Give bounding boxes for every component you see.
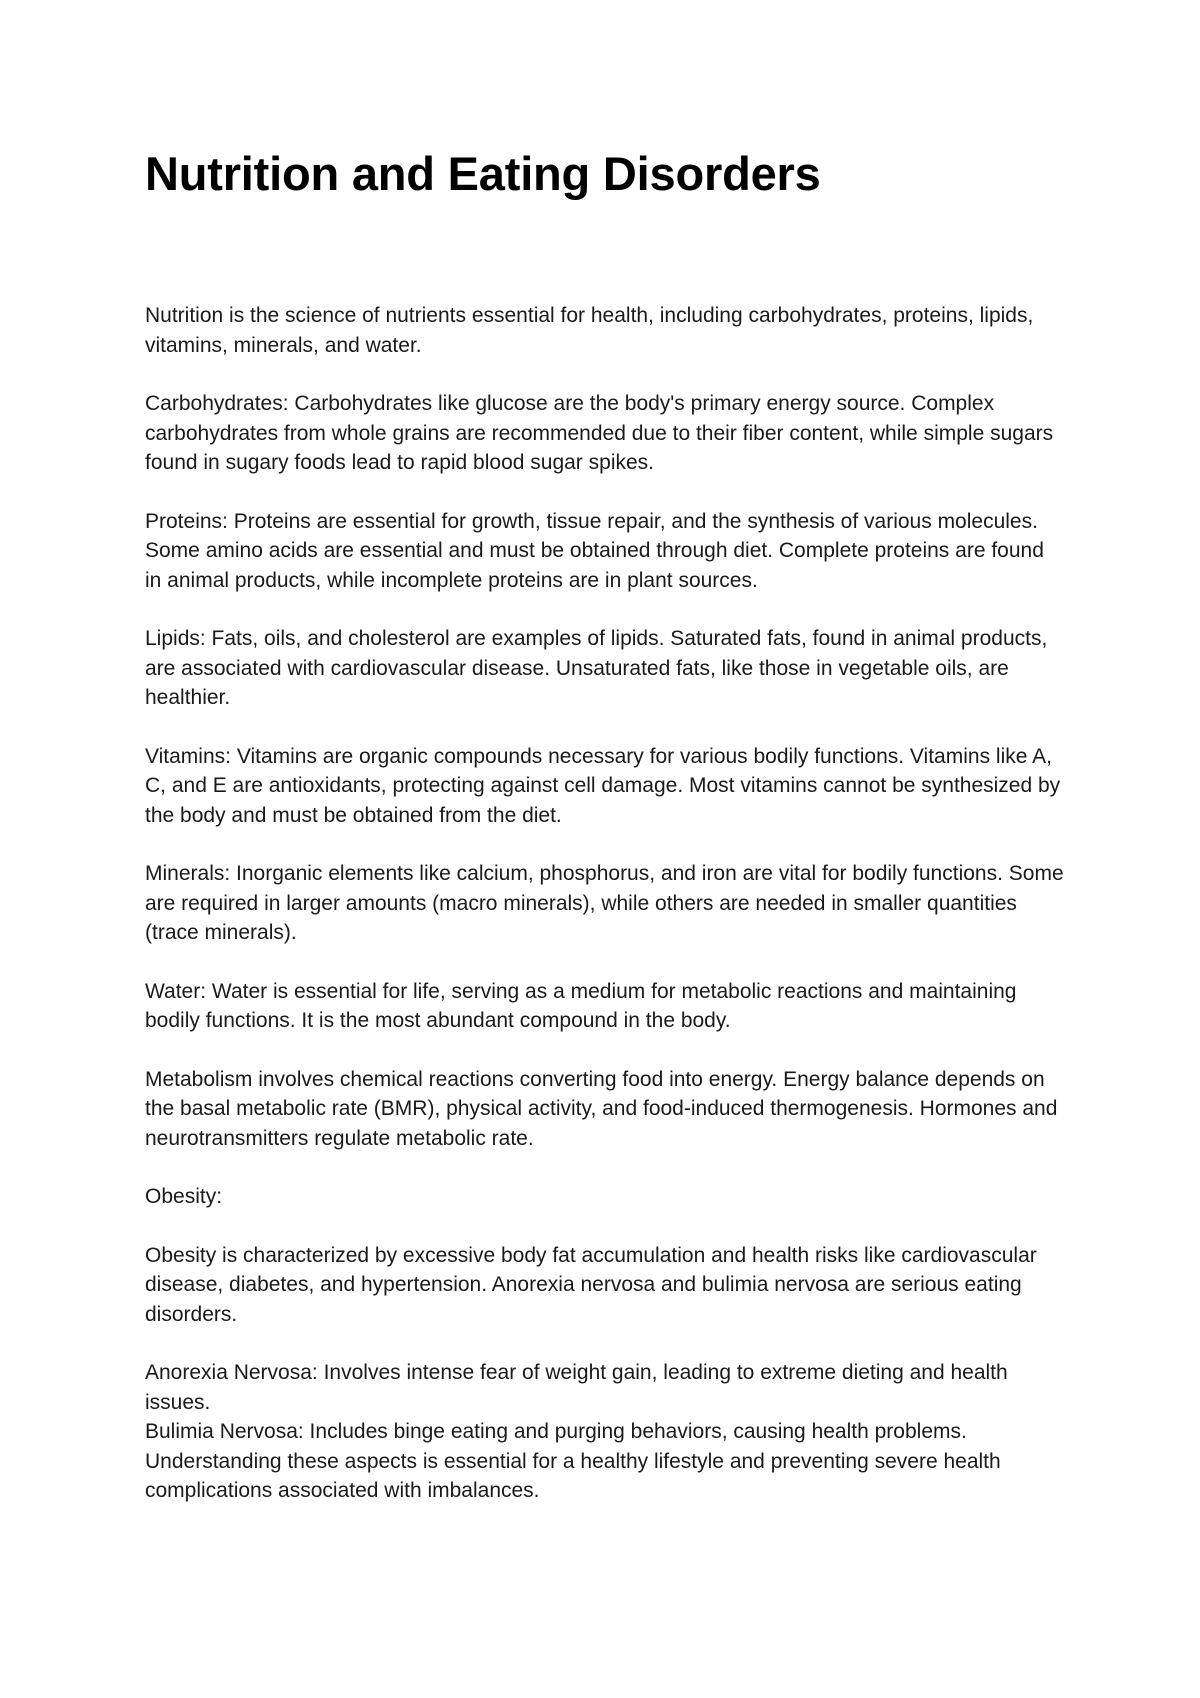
paragraph-vitamins: Vitamins: Vitamins are organic compounds necessary for various bodily functions. Vitamins like A, C, and E are antioxidants, protecting against cell damage. Most vitamins cannot be synthesized by the body and must be obtained from the diet.	[145, 744, 1061, 827]
paragraph-obesity: Obesity is characterized by excessive body fat accumulation and health risks like cardiovascular disease, diabetes, and hypertension. Anorexia nervosa and bulimia nervosa are serious eating disorders.	[145, 1243, 1037, 1326]
paragraph-intro: Nutrition is the science of nutrients essential for health, including carbohydrates, proteins, lipids, vitamins, minerals, and water.	[145, 304, 1034, 357]
paragraph-minerals: Minerals: Inorganic elements like calcium, phosphorus, and iron are vital for bodily functions. Some are required in larger amounts (macro minerals), while others are needed in smaller quantities (trace minerals).	[145, 862, 1064, 944]
paragraph-anorexia: Anorexia Nervosa: Involves intense fear of weight gain, leading to extreme dieting and health issues.	[145, 1361, 1008, 1414]
paragraph-conclusion: Understanding these aspects is essential for a healthy lifestyle and preventing severe health complications associated with imbalances.	[145, 1449, 1001, 1502]
document-body	[145, 301, 1065, 1506]
paragraph-lipids: Lipids: Fats, oils, and cholesterol are examples of lipids. Saturated fats, found in animal products, are associated with cardiovascular disease. Unsaturated fats, like those in vegetable oils, are healthier.	[145, 627, 1048, 709]
paragraph-proteins: Proteins: Proteins are essential for growth, tissue repair, and the synthesis of various molecules. Some amino acids are essential and must be obtained through diet. Complete proteins are found in animal products, while incomplete proteins are in plant sources.	[145, 509, 1044, 592]
document-title: Nutrition and Eating Disorders	[145, 147, 821, 200]
paragraph-carbohydrates: Carbohydrates: Carbohydrates like glucose are the body's primary energy source. Complex carbohydrates from whole grains are recommended due to their fiber content, while simple sugars found in sugary foods lead to rapid blood sugar spikes.	[145, 392, 1054, 474]
paragraph-bulimia: Bulimia Nervosa: Includes binge eating and purging behaviors, causing health problems.	[145, 1420, 967, 1443]
paragraph-metabolism: Metabolism involves chemical reactions converting food into energy. Energy balance depends on the basal metabolic rate (BMR), physical activity, and food-induced thermogenesis. Hormones and neurotransmitters regulate metabolic rate.	[145, 1067, 1058, 1150]
paragraph-obesity-heading: Obesity:	[145, 1185, 223, 1208]
paragraph-water: Water: Water is essential for life, serving as a medium for metabolic reactions and maintaining bodily functions. It is the most abundant compound in the body.	[145, 979, 1017, 1032]
